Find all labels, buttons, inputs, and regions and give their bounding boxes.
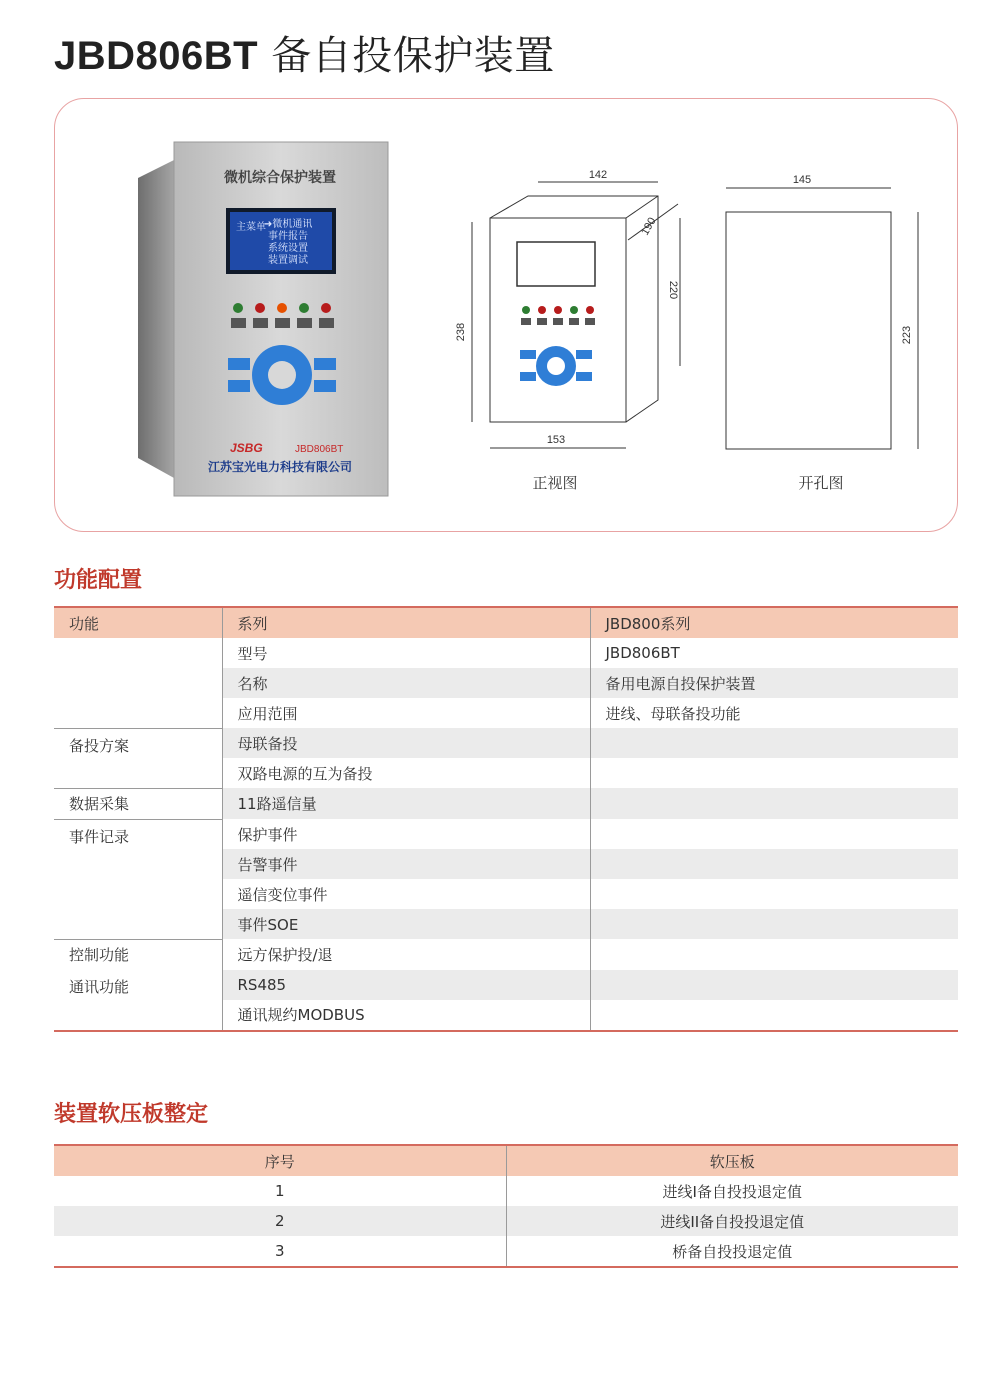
table-row (54, 1176, 958, 1206)
table-cell: 11路遥信量 (222, 788, 590, 819)
table-cell: 遥信变位事件 (222, 879, 590, 909)
cutout-view-drawing (710, 160, 950, 500)
function-col-header-2: 系列 (222, 607, 590, 638)
table-row (54, 788, 958, 819)
table-cell: JBD806BT (605, 644, 680, 662)
table-row (54, 939, 958, 970)
device-photo (130, 138, 392, 500)
front-view-drawing (450, 160, 700, 500)
dim-front-top: 142 (588, 169, 608, 181)
panel-title: 微机综合保护装置 (224, 170, 336, 186)
lcd-line-3: 系统设置 (268, 243, 308, 254)
dim-front-bottom: 153 (546, 434, 566, 446)
plate-section-heading: 装置软压板整定 (54, 1102, 209, 1127)
table-row (54, 819, 958, 849)
dim-cutout-height: 223 (901, 325, 913, 345)
plate-table (54, 1144, 958, 1268)
plate-col-header-1: 序号 (54, 1145, 506, 1176)
table-cell: 备用电源自投保护装置 (590, 668, 958, 698)
table-row (54, 970, 958, 1000)
table-cell: 桥备自投投退定值 (672, 1242, 793, 1261)
table-cell: 保护事件 (222, 819, 590, 849)
table-row (54, 728, 958, 758)
table-cell: 2 (54, 1206, 506, 1236)
table-cell: 远方保护投/退 (222, 939, 590, 970)
cutout-view-caption: 开孔图 (798, 474, 844, 492)
table-cell: 进线II备自投投退定值 (506, 1206, 958, 1236)
dim-front-height: 238 (455, 322, 467, 342)
table-cell: 通讯功能 (54, 970, 222, 1031)
table-row (54, 638, 958, 668)
table-cell: 双路电源的互为备投 (222, 758, 590, 788)
table-cell: 告警事件 (222, 849, 590, 879)
plate-col-header-2: 软压板 (506, 1145, 958, 1176)
table-cell: 通讯规约MODBUS (222, 1000, 590, 1031)
table-cell: 1 (54, 1176, 506, 1206)
table-row (54, 1206, 958, 1236)
table-cell: 3 (54, 1236, 506, 1267)
table-cell: 进线I备自投投退定值 (662, 1182, 802, 1201)
table-cell: 型号 (222, 638, 590, 668)
device-model-mark: JBD806BT (295, 444, 344, 455)
lcd-left: 主菜单 (236, 222, 266, 233)
function-col-header-3: JBD800系列 (590, 607, 958, 638)
table-cell: 应用范围 (222, 698, 590, 728)
table-cell: 母联备投 (222, 728, 590, 758)
page-title (54, 28, 555, 84)
table-cell: 名称 (222, 668, 590, 698)
table-cell: 事件记录 (54, 819, 222, 939)
lcd-line-2: 事件报告 (268, 231, 308, 242)
function-section-heading: 功能配置 (54, 568, 143, 593)
table-cell: 控制功能 (54, 939, 222, 970)
lcd-line-4: 装置调试 (268, 255, 308, 266)
front-view-caption: 正视图 (532, 474, 578, 492)
lcd-line-1: ➜微机通讯 (264, 219, 313, 230)
table-cell: RS485 (222, 970, 590, 1000)
device-brand: JSBG (230, 441, 263, 455)
table-cell: 数据采集 (54, 788, 222, 819)
table-cell: 备投方案 (54, 728, 222, 788)
dim-cutout-width: 145 (792, 174, 812, 186)
table-cell: 事件SOE (222, 909, 590, 939)
dim-front-depth: 190 (639, 215, 659, 238)
table-cell: 进线、母联备投功能 (605, 704, 741, 723)
function-table (54, 606, 958, 1032)
title-model: JBD806BT (54, 34, 259, 78)
title-name: 备自投保护装置 (271, 33, 555, 79)
dim-front-side: 220 (667, 280, 679, 300)
table-row (54, 1236, 958, 1267)
device-company: 江苏宝光电力科技有限公司 (207, 460, 353, 474)
function-col-header-1: 功能 (54, 607, 222, 638)
